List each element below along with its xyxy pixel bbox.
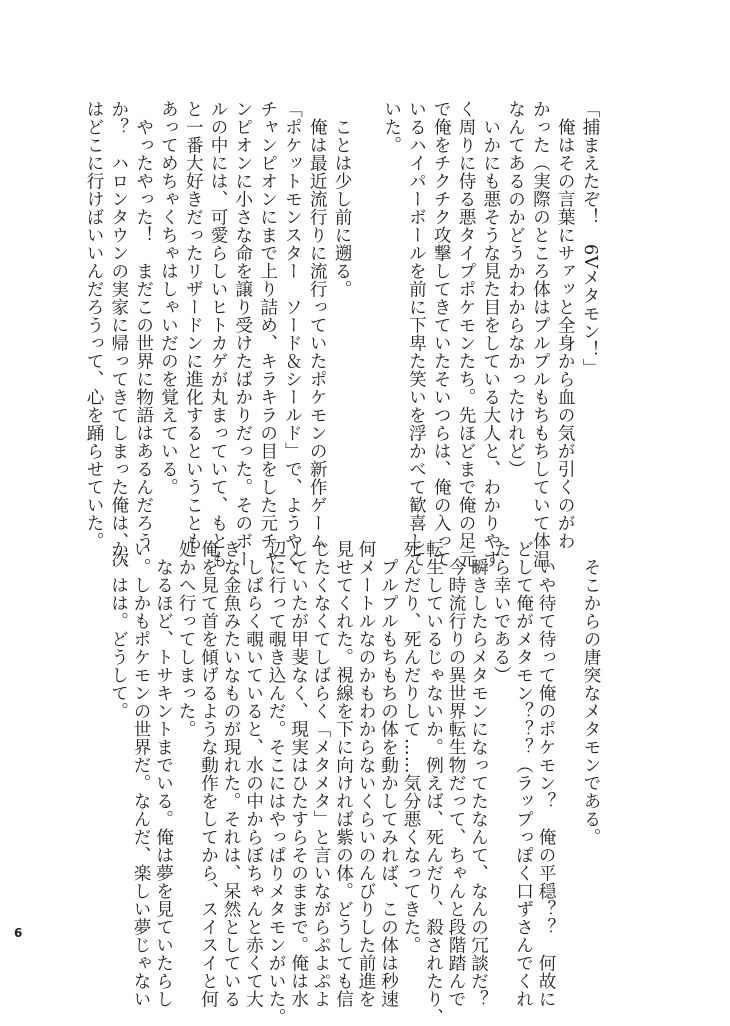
- text-line: どして俺がメタモン？？？（ラップっぽく口ずさんでくれ: [513, 540, 534, 1008]
- text-line: いや待て待って俺のポケモン？ 俺の平穏？？ 何故に: [536, 540, 556, 1008]
- text-line: い。しかもポケモンの世界だ。なんだ、楽しい夢じゃない: [131, 540, 151, 1008]
- text-line: 「ポケットモンスター ソード＆シールド」で、ようやく: [282, 100, 303, 568]
- text-line: 俺はその言葉にサァッと全身から血の気が引くのがわ: [555, 100, 576, 550]
- text-line: 転生しているじゃないか。例えば、死んだり、殺されたり、: [423, 540, 444, 1026]
- text-line: か？ ハロンタウンの実家に帰ってきてしまった俺は、次: [108, 100, 129, 568]
- text-line: 死んだり、死んだりして……気分悪くなってきた。: [401, 540, 421, 954]
- text-line: ルの中には、可愛らしいヒトカゲが丸まっていて、もとも: [208, 100, 229, 568]
- text-line: 辺に行って覗き込んだ。そこにはやっぱりメタモンがいた。: [266, 540, 286, 1026]
- text-line: そこからの唐突なメタモンである。: [581, 540, 601, 846]
- page-number: 6: [14, 926, 23, 940]
- text-line: 「捕まえたぞ！ 6Vメタモン！」: [580, 100, 600, 377]
- text-line: 俺を見て首を傾げるような動作をしてから、スイスイと何: [198, 540, 219, 1008]
- text-line: [557, 540, 580, 1026]
- top-text-section: [81, 100, 602, 568]
- text-line: [354, 100, 379, 568]
- text-line: いた。: [381, 100, 402, 154]
- text-line: なるほど、トサキントまでいる。俺は夢を見ていたらし: [153, 540, 174, 1008]
- text-line: 何メートルなのかもわからないくらいのんびりした前進を: [356, 540, 376, 1008]
- text-line: じたくなくてしばらく「メタメタ」と言いながらぷよぷよ: [311, 540, 331, 1008]
- text-line: いかにも悪そうな見た目をしている大人と、わかりやす: [480, 100, 501, 568]
- text-line: はどこに行けばいいんだろうって、心を踊らせていた。: [84, 100, 105, 550]
- text-line: か、はは。どうして。: [108, 540, 129, 720]
- text-line: ことは少し前に遡る。: [332, 100, 353, 298]
- text-line: 俺は最近流行りに流行っていたポケモンの新作ゲーム: [307, 100, 328, 550]
- text-line: で俺をチクチク攻撃してきていたそいつらは、俺の入って: [431, 100, 452, 568]
- text-line: 見せてくれた。視線を下に向ければ紫の体。どうしても信: [333, 540, 354, 1008]
- text-line: なんてあるのかどうかわからなかったけれど）: [505, 100, 526, 478]
- text-line: やったやった！ まだこの世界に物語はあるんだろう: [133, 100, 154, 550]
- text-line: プルプルもちもちの体を動かしてみれば、この体は秒速: [378, 540, 399, 1008]
- bottom-text-section: [107, 540, 602, 1026]
- text-line: と一番大好きだったリザードンに進化するということも: [183, 100, 204, 550]
- text-line: たら幸いである）: [491, 540, 511, 684]
- text-line: 処かへ行ってしまった。: [176, 540, 196, 738]
- text-line: きな金魚みたいなものが現れた。それは、呆然としている: [221, 540, 241, 1008]
- text-line: ンピオンに小さな命を譲り受けたばかりだった。そのボー: [232, 100, 253, 568]
- text-line: チャンピオンにまで上り詰め、キラキラの目をした元チャ: [257, 100, 278, 568]
- text-line: あってめちゃくちゃはしゃいだのを覚えている。: [158, 100, 179, 496]
- text-line: く周りに侍る悪タイプポケモンたち。先ほどまで俺の足元: [456, 100, 477, 568]
- text-line: 今時流行りの異世界転生物だって、ちゃんと段階踏んで: [446, 540, 466, 1008]
- text-line: 瞬きしたらメタモンになってたなんて、なんの冗談だ？: [468, 540, 489, 1008]
- text-line: いるハイパーボールを前に下卑た笑いを浮かべて歓喜して: [406, 100, 427, 568]
- text-line: していたが甲斐なく、現実はひたすらそのままで。俺は水: [288, 540, 309, 1008]
- text-line: しばらく覗いていると、水の中からぼちゃんと赤くて大: [243, 540, 264, 1008]
- text-line: かった（実際のところ体はプルプルもちもちしていて体温: [530, 100, 551, 568]
